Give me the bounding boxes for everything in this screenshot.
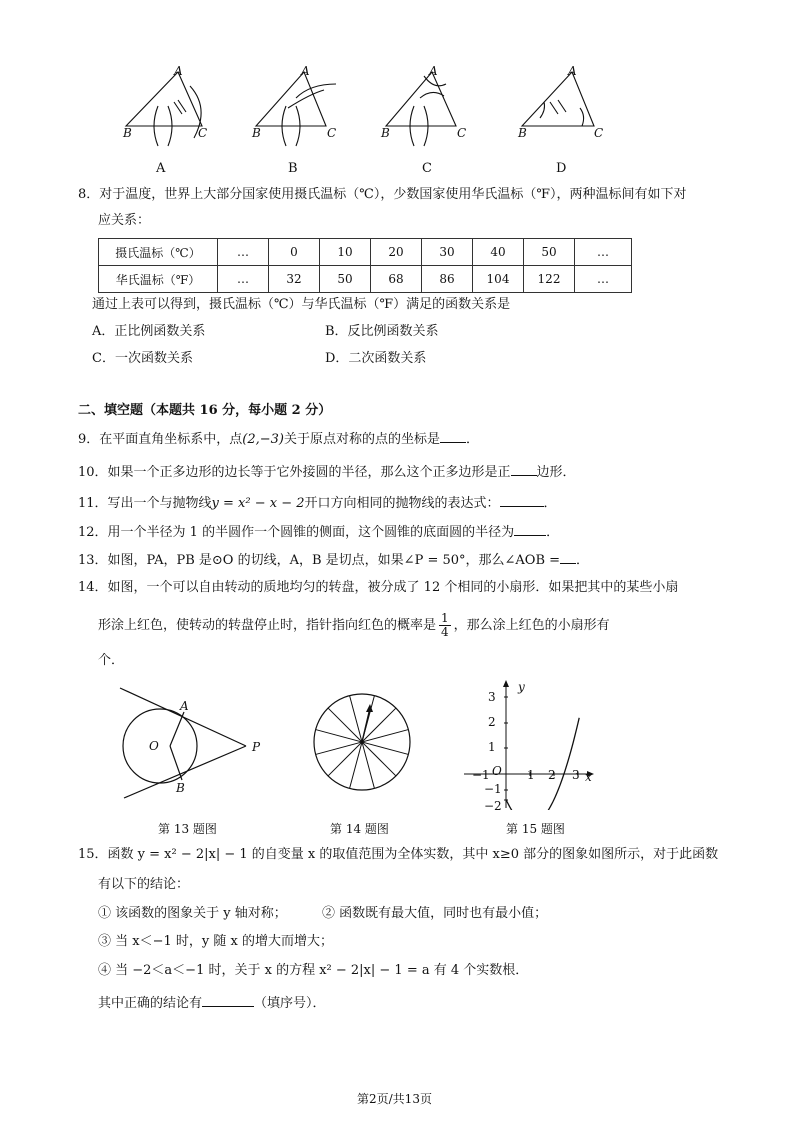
fig13-label-b: B <box>176 781 185 795</box>
q8-line1: 8．对于温度，世界上大部分国家使用摄氏温标（℃），少数国家使用华氏温标（℉），两种温标间有如下对 <box>78 187 687 202</box>
triangle-figure-d <box>522 72 594 126</box>
q15-conclusion-3: ③ 当 x＜−1 时，y 随 x 的增大而增大； <box>98 934 333 949</box>
fig15-x-tick: 1 <box>527 768 535 782</box>
fig15-origin-label: O <box>492 764 502 778</box>
answer-blank[interactable] <box>440 430 466 443</box>
fig-a-vertex-c: C <box>198 126 208 140</box>
fig-c-vertex-b: B <box>381 126 390 140</box>
fig-a-vertex-b: B <box>123 126 132 140</box>
choice-label-d: D <box>556 161 567 176</box>
table-row: 摄氏温标（℃） … 0 10 20 30 40 50 … <box>99 239 632 266</box>
fig14-spinner <box>310 690 414 794</box>
q15-line1: 15．函数 y = x² − 2|x| − 1 的自变量 x 的取值范围为全体实数，其中 x≥0 部分的图象如图所示，对于此函数 <box>78 847 719 862</box>
fig-d-vertex-a: A <box>568 64 577 78</box>
q13: 13．如图，PA，PB 是⊙O 的切线，A，B 是切点，如果∠P = 50°，那么∠AOB = ． <box>78 553 590 568</box>
fig15-y-tick: −1 <box>484 782 502 796</box>
table-row: 华氏温标（℉） … 32 50 68 86 104 122 … <box>99 266 632 293</box>
temperature-table <box>98 238 632 293</box>
q12: 12．用一个半径为 1 的半圆作一个圆锥的侧面，这个圆锥的底面圆的半径为 ． <box>78 525 560 540</box>
fig-b-vertex-b: B <box>252 126 261 140</box>
fig-a-vertex-a: A <box>174 64 183 78</box>
answer-blank[interactable] <box>500 494 544 507</box>
q14-line1: 14．如图，一个可以自由转动的质地均匀的转盘，被分成了 12 个相同的小扇形．如果把其中的某些小扇 <box>78 580 679 595</box>
q8-option-a: A．正比例函数关系 <box>92 324 206 339</box>
q11: 11．写出一个与抛物线y = x² − x − 2开口方向相同的抛物线的表达式： ． <box>78 496 557 511</box>
answer-blank[interactable] <box>560 551 576 564</box>
q9: 9．在平面直角坐标系中，点(2,−3)关于原点对称的点的坐标是 ． <box>78 432 480 447</box>
triangle-figure-b <box>256 72 336 146</box>
triangle-figures <box>110 58 610 148</box>
section-title: 二、填空题（本题共 16 分，每小题 2 分） <box>78 403 332 418</box>
fig15-graph <box>460 680 600 810</box>
fig13-label-p: P <box>252 740 261 754</box>
fig15-y-tick: −2 <box>484 799 502 813</box>
q14-line2: 形涂上红色，使转动的转盘停止时，指针指向红色的概率是 $\frac{1}{4}$ ，那么涂上红色的小扇形有 <box>98 611 610 639</box>
q8-option-c: C．一次函数关系 <box>92 351 193 366</box>
fig-d-vertex-c: C <box>594 126 604 140</box>
q15-conclusion-1: ① 该函数的图象关于 y 轴对称； <box>98 906 287 921</box>
triangle-figure-a <box>126 72 202 146</box>
page-number: 第2页/共13页 <box>357 1092 432 1106</box>
choice-label-a: A <box>156 161 166 176</box>
q15-conclusion-2: ② 函数既有最大值，同时也有最小值； <box>322 906 548 921</box>
fig15-x-axis-label: x <box>585 770 592 784</box>
fig-d-vertex-b: B <box>518 126 527 140</box>
fig13-label-o: O <box>149 739 159 753</box>
fig13-label-a: A <box>180 699 189 713</box>
answer-blank[interactable] <box>202 994 254 1007</box>
answer-blank[interactable] <box>511 463 537 476</box>
q10: 10．如果一个正多边形的边长等于它外接圆的半径，那么这个正多边形是正 边形． <box>78 465 576 480</box>
probability-fraction: $\frac{1}{4}$ <box>441 611 449 639</box>
fig-c-vertex-a: A <box>429 64 438 78</box>
q8-option-d: D．二次函数关系 <box>325 351 427 366</box>
fig15-y-tick: 2 <box>488 715 496 729</box>
fig15-y-tick: 1 <box>488 740 496 754</box>
function-curve <box>506 718 579 810</box>
fig15-y-tick: 3 <box>488 690 496 704</box>
choice-label-b: B <box>288 161 298 176</box>
fig-c-vertex-c: C <box>457 126 467 140</box>
q15-line2: 有以下的结论： <box>98 877 190 892</box>
fig15-x-tick: 3 <box>572 768 580 782</box>
fig15-caption: 第 15 题图 <box>506 822 565 836</box>
answer-blank[interactable] <box>514 523 546 536</box>
q8-conclusion: 通过上表可以得到，摄氏温标（℃）与华氏温标（℉）满足的函数关系是 <box>92 297 511 312</box>
fig15-x-tick: 2 <box>548 768 556 782</box>
triangle-figure-c <box>386 72 456 146</box>
fig13-caption: 第 13 题图 <box>158 822 217 836</box>
q8-line2: 应关系： <box>98 213 151 228</box>
choice-label-c: C <box>422 161 432 176</box>
fig-b-vertex-c: C <box>327 126 337 140</box>
fig14-caption: 第 14 题图 <box>330 822 389 836</box>
q15-conclusion-4: ④ 当 −2＜a＜−1 时，关于 x 的方程 x² − 2|x| − 1 = a 有 4 个实数根． <box>98 963 529 978</box>
q14-line3: 个． <box>98 653 125 668</box>
fig15-y-axis-label: y <box>518 680 525 694</box>
fig15-x-tick: −1 <box>472 768 490 782</box>
fig-b-vertex-a: A <box>301 64 310 78</box>
q15-answer: 其中正确的结论有 （填序号）． <box>98 996 326 1011</box>
q8-option-b: B．反比例函数关系 <box>325 324 439 339</box>
